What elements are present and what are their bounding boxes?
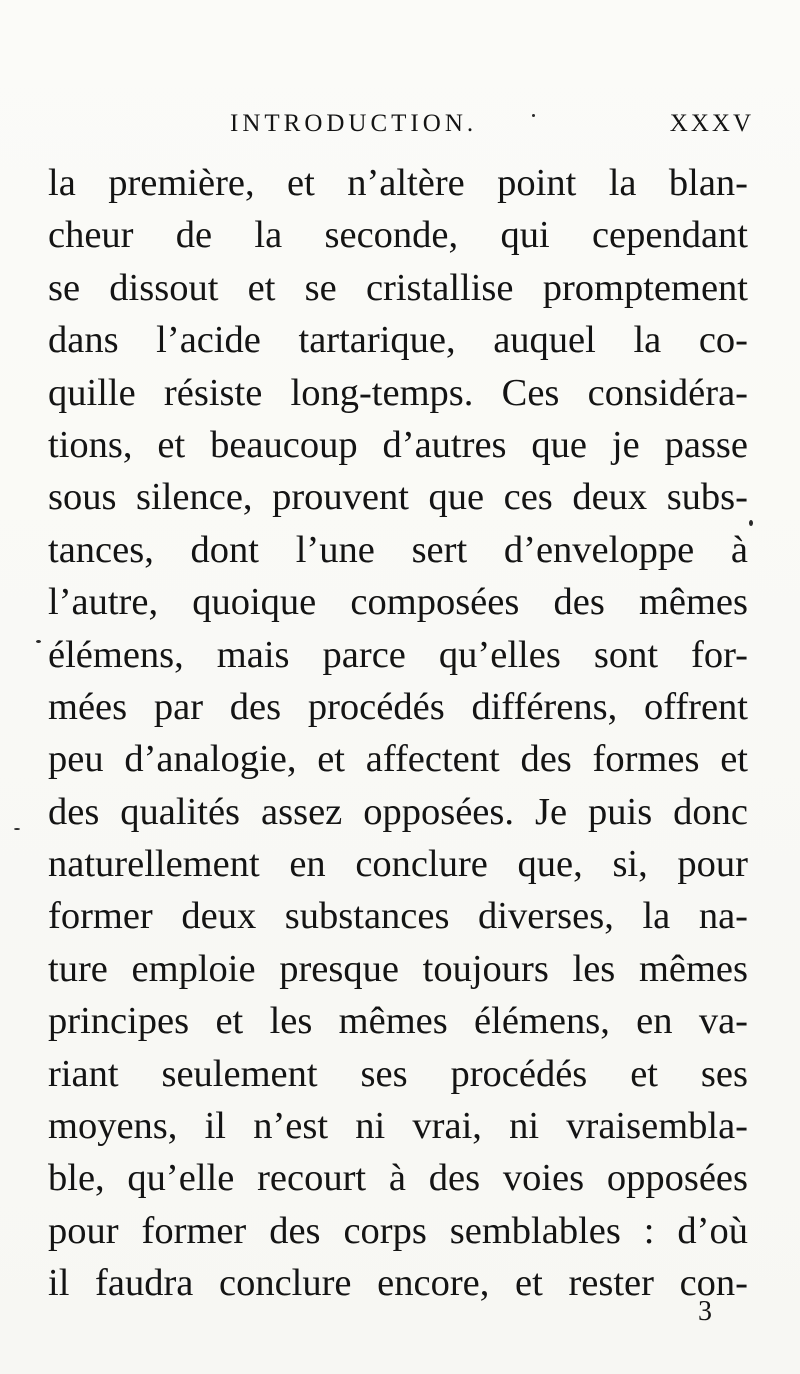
text-line: riant seulement ses procédés et ses <box>48 1052 748 1095</box>
text-line: se dissout et se cristallise promptement <box>48 266 748 309</box>
text-line: il faudra conclure encore, et rester con- <box>48 1262 748 1305</box>
text-line: sous silence, prouvent que ces deux subs- <box>48 476 748 519</box>
body-text <box>48 157 748 1310</box>
text-line: pour former des corps semblables : d’où <box>48 1209 748 1252</box>
text-line: cheur de la seconde, qui cependant <box>48 214 748 257</box>
page-number: XXXV <box>669 110 754 137</box>
text-line: moyens, il n’est ni vrai, ni vraisembla- <box>48 1105 748 1148</box>
text-line: tances, dont l’une sert d’enveloppe à <box>48 528 748 571</box>
text-line: principes et les mêmes élémens, en va- <box>48 1000 748 1043</box>
text-line: la première, et n’altère point la blan- <box>48 162 748 204</box>
text-line: quille résiste long-temps. Ces considéra- <box>48 371 748 414</box>
text-line: tions, et beaucoup d’autres que je passe <box>48 423 748 466</box>
running-head <box>0 104 800 144</box>
ink-speck <box>749 520 753 526</box>
ink-speck <box>36 640 41 643</box>
signature-mark: 3 <box>698 1296 712 1327</box>
text-line: élémens, mais parce qu’elles sont for- <box>48 633 748 676</box>
text-line: dans l’acide tartarique, auquel la co- <box>48 319 748 362</box>
text-line: naturellement en conclure que, si, pour <box>48 843 748 886</box>
text-line: ture emploie presque toujours les mêmes <box>48 947 748 990</box>
running-head-title: INTRODUCTION. <box>230 110 478 137</box>
ink-speck <box>14 828 20 830</box>
text-line: peu d’analogie, et affectent des formes et <box>48 738 748 781</box>
text-line: mées par des procédés différens, offrent <box>48 685 748 728</box>
text-line: former deux substances diverses, la na- <box>48 895 748 938</box>
text-line: des qualités assez opposées. Je puis donc <box>48 790 748 833</box>
text-line: ble, qu’elle recourt à des voies opposées <box>48 1157 748 1200</box>
text-line: l’autre, quoique composées des mêmes <box>48 581 748 624</box>
ink-speck <box>532 114 535 117</box>
